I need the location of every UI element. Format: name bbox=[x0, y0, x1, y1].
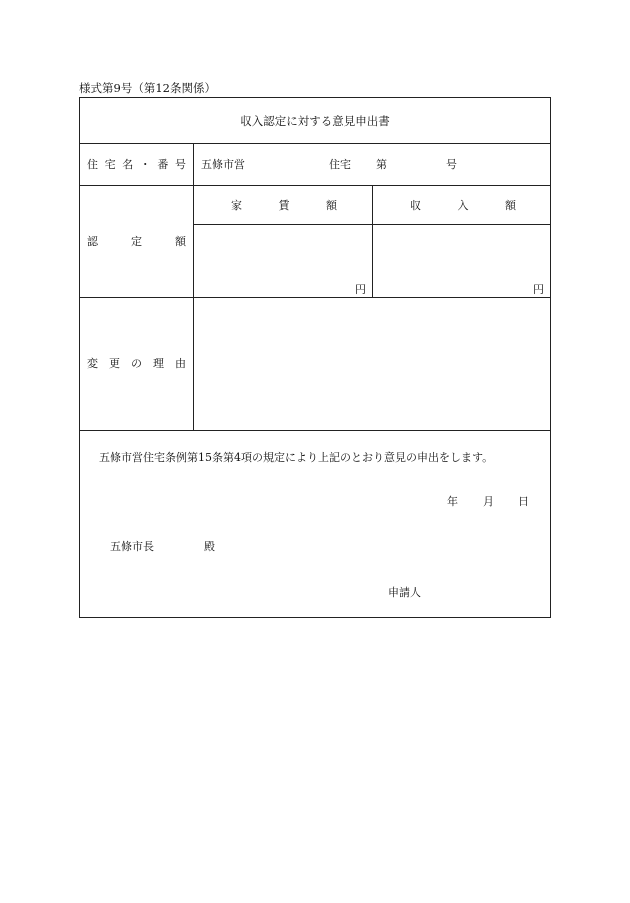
income-amount-header bbox=[410, 200, 516, 211]
reason-label-char: 理 bbox=[153, 357, 164, 370]
housing-label-char: 名 bbox=[122, 158, 134, 171]
recognized-amount-label-char: 認 bbox=[87, 235, 98, 248]
addressee: 五條市長 bbox=[110, 540, 154, 553]
housing-label-char: ・ bbox=[139, 158, 151, 171]
income-header-char: 収 bbox=[410, 199, 421, 212]
reason-label bbox=[87, 358, 186, 369]
income-amount-field[interactable] bbox=[373, 225, 550, 297]
recognized-amount-label bbox=[87, 236, 186, 247]
reason-label-char: 由 bbox=[175, 357, 186, 370]
reason-field[interactable] bbox=[194, 298, 550, 430]
housing-dai: 第 bbox=[376, 158, 387, 171]
housing-label bbox=[87, 159, 186, 170]
reason-label-char: 更 bbox=[109, 357, 120, 370]
date-day: 日 bbox=[518, 495, 529, 508]
housing-label-char: 住 bbox=[87, 158, 98, 171]
declaration-text: 五條市営住宅条例第15条第4項の規定により上記のとおり意見の申出をします。 bbox=[99, 451, 494, 464]
honorific: 殿 bbox=[204, 540, 215, 553]
income-header-char: 額 bbox=[505, 199, 516, 212]
housing-go: 号 bbox=[446, 158, 457, 171]
rent-unit: 円 bbox=[355, 283, 366, 296]
housing-label-char: 宅 bbox=[104, 158, 116, 171]
rent-header-char: 家 bbox=[231, 199, 242, 212]
housing-label-char: 番 bbox=[157, 158, 169, 171]
date-month: 月 bbox=[483, 495, 494, 508]
rent-header-char: 額 bbox=[326, 199, 337, 212]
rent-amount-field[interactable] bbox=[194, 225, 372, 297]
recognized-amount-label-char: 額 bbox=[175, 235, 186, 248]
reason-label-char: の bbox=[131, 357, 142, 370]
date-year: 年 bbox=[447, 495, 458, 508]
housing-municipal-name: 五條市営 bbox=[201, 158, 245, 171]
application-form bbox=[79, 97, 551, 618]
income-header-char: 入 bbox=[457, 199, 469, 212]
housing-word: 住宅 bbox=[329, 158, 351, 171]
rule-under-title bbox=[80, 143, 550, 144]
applicant-label: 申請人 bbox=[388, 586, 421, 599]
rent-header-char: 賃 bbox=[278, 199, 290, 212]
rule-under-reason bbox=[80, 430, 550, 431]
rent-amount-header bbox=[231, 200, 337, 211]
recognized-amount-label-char: 定 bbox=[131, 235, 142, 248]
rule-under-housing bbox=[80, 185, 550, 186]
reason-label-char: 変 bbox=[87, 357, 98, 370]
form-number: 様式第9号（第12条関係） bbox=[79, 81, 216, 95]
housing-label-char: 号 bbox=[174, 158, 186, 171]
income-unit: 円 bbox=[533, 283, 544, 296]
form-title: 収入認定に対する意見申出書 bbox=[240, 114, 390, 128]
